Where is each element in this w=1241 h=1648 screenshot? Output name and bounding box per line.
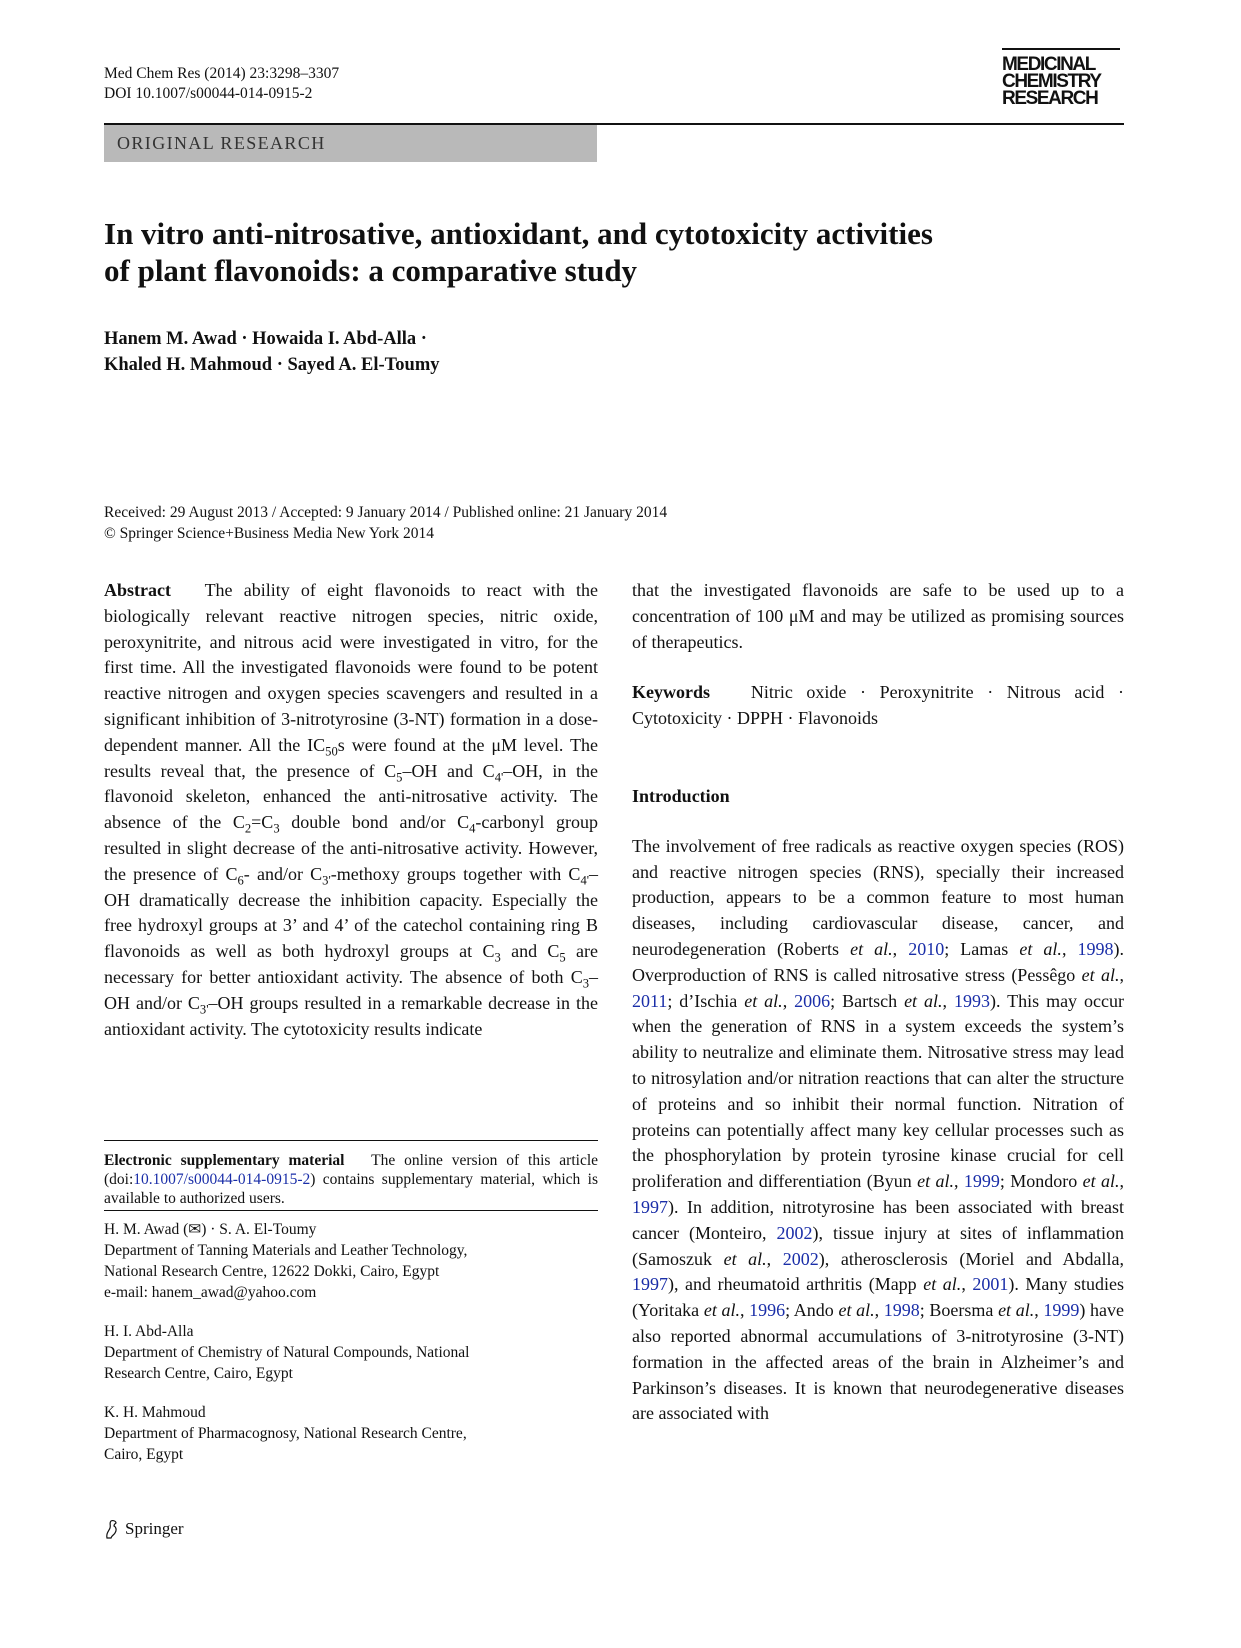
et-al: et al. xyxy=(904,990,943,1011)
intro-text: ), tissue injury at sites of inflammation (Samoszuk xyxy=(632,1222,1124,1269)
logo-line: MEDICINAL xyxy=(1002,54,1095,75)
reference-link[interactable]: 1997 xyxy=(632,1196,668,1217)
abstract-text: =C xyxy=(251,812,274,833)
et-al: et al. xyxy=(1019,938,1062,959)
authors-line: Hanem M. Awad · Howaida I. Abd-Alla · xyxy=(104,329,427,349)
subscript: 50 xyxy=(325,744,338,759)
logo-line: RESEARCH xyxy=(1002,88,1098,109)
affiliation-line: National Research Centre, 12622 Dokki, Cairo, Egypt xyxy=(104,1263,440,1280)
springer-horse-icon xyxy=(104,1519,120,1539)
reference-link[interactable]: 2010 xyxy=(908,938,945,959)
subscript: 4' xyxy=(580,873,590,888)
reference-link[interactable]: 1993 xyxy=(953,990,990,1011)
et-al: et al. xyxy=(723,1248,767,1269)
et-al: et al. xyxy=(917,1171,954,1192)
section-heading-introduction: Introduction xyxy=(632,785,730,806)
intro-text: ), and rheumatoid arthritis (Mapp xyxy=(668,1274,924,1295)
subscript: 5 xyxy=(559,950,566,965)
intro-text: ), atherosclerosis (Moriel and Abdalla, xyxy=(818,1248,1124,1269)
reference-link[interactable]: 2006 xyxy=(794,990,831,1011)
doi-link[interactable]: 10.1007/s00044-014-0915-2 xyxy=(133,1171,311,1188)
subscript: 3 xyxy=(494,950,501,965)
reference-link[interactable]: 1999 xyxy=(963,1171,1000,1192)
doi: DOI 10.1007/s00044-014-0915-2 xyxy=(104,85,313,102)
intro-text: ; Lamas xyxy=(944,938,1020,959)
reference-link[interactable]: 1997 xyxy=(632,1274,668,1295)
abstract-text: –OH and/or C xyxy=(104,966,598,1013)
abstract-text: double bond and/or C xyxy=(279,812,470,833)
keywords-heading: Keywords xyxy=(632,682,710,703)
affiliation-rule xyxy=(104,1210,598,1211)
intro-text: ) have also reported abnormal accumulations of 3-nitrotyrosine (3-NT) formation in the affected areas of the brain in Alzheimer’s and Parkinson’s diseases. It is known that neurodegenerative diseases are associated with xyxy=(632,1300,1124,1424)
journal-logo xyxy=(1002,48,1120,107)
page-footer xyxy=(104,1519,184,1539)
title-line: In vitro anti-nitrosative, antioxidant, and cytotoxicity activities xyxy=(104,216,933,251)
intro-text: ). In addition, nitrotyrosine has been associated with breast cancer (Monteiro, xyxy=(632,1196,1124,1243)
affiliation-names: K. H. Mahmoud xyxy=(104,1404,206,1421)
et-al: et al. xyxy=(1081,964,1120,985)
intro-text: ; Ando xyxy=(785,1300,839,1321)
intro-text: ). Overproduction of RNS is called nitrosative stress (Pessêgo xyxy=(632,938,1125,985)
intro-text: ). This may occur when the generation of RNS in a system exceeds the system’s ability to neutralize and eliminate them. Nitrosative stress may lead to nitrosylation and/or nitration reactions that can alter the structure of proteins and so inhibit their normal function. Nitration of proteins can potentially affect many key cellular processes such as the phosphorylation by protein tyrosine kinase crucial for cell proliferation and differentiation (Byun xyxy=(632,990,1124,1192)
et-al: et al. xyxy=(1082,1171,1120,1192)
abstract-text: –OH groups resulted in a remarkable decrease in the antioxidant activity. The cytotoxicity results indicate xyxy=(104,992,598,1039)
abstract-text: s were found at the μM level. The results reveal that, the presence of C xyxy=(104,734,599,781)
esm-heading: Electronic supplementary material xyxy=(104,1152,345,1169)
section-label: ORIGINAL RESEARCH xyxy=(117,133,326,153)
abstract-text: are necessary for better antioxidant activity. The absence of both C xyxy=(104,941,598,987)
affiliation-names: H. M. Awad (✉) · S. A. El-Toumy xyxy=(104,1221,317,1238)
abstract-heading: Abstract xyxy=(104,580,171,600)
abstract-text: The ability of eight flavonoids to react with the biologically relevant reactive nitrogen species, nitric oxide, peroxynitrite, and nitrous acid were investigated in vitro, for the first time. All the investigated flavonoids were found to be potent reactive nitrogen and oxygen species scavengers and resulted in a significant inhibition of 3-nitrotyrosine (3-NT) formation in a dose-dependent manner. All the IC xyxy=(104,580,598,755)
reference-link[interactable]: 1998 xyxy=(883,1300,920,1321)
title-line: of plant flavonoids: a comparative study xyxy=(104,253,638,288)
footnote-rule xyxy=(104,1140,598,1141)
email-address[interactable]: e-mail: hanem_awad@yahoo.com xyxy=(104,1284,317,1301)
author-list xyxy=(104,326,439,378)
subscript: 3 xyxy=(273,821,280,836)
reference-link[interactable]: 2001 xyxy=(972,1274,1009,1295)
logo-line: CHEMISTRY xyxy=(1002,71,1101,92)
et-al: et al. xyxy=(744,990,783,1011)
affiliation-block xyxy=(104,1402,604,1465)
abstract-text: –OH and C xyxy=(402,760,495,781)
intro-text: ; Mondoro xyxy=(999,1171,1083,1192)
affiliation-line: Department of Pharmacognosy, National Research Centre, xyxy=(104,1425,467,1442)
abstract xyxy=(104,578,598,1042)
affiliation-line: Research Centre, Cairo, Egypt xyxy=(104,1365,293,1382)
authors-line: Khaled H. Mahmoud · Sayed A. El-Toumy xyxy=(104,355,440,375)
affiliation-names: H. I. Abd-Alla xyxy=(104,1323,194,1340)
keywords xyxy=(632,680,1124,732)
publisher-name: Springer xyxy=(125,1519,184,1538)
right-column xyxy=(632,578,1124,1427)
introduction-body: The involvement of free radicals as reactive oxygen species (ROS) and reactive nitrogen species (RNS), specially their increased production, appears to be a common feature to most human diseases, including cardiovascular disease, cancer, and neurodegeneration (Roberts et al., 2010; Lamas et al., 1998). Overproduction of RNS is called nitrosative stress (Pessêgo et al., 2011; d’Ischia et al., 2006; Bartsch et al., 1993). This may occur when the generation of RNS in a system exceeds the system’s ability to neutralize and eliminate them. Nitrosative stress may lead to nitrosylation and/or nitration reactions that can alter the structure of proteins and so inhibit their normal function. Nitration of proteins can potentially affect many key cellular processes such as the phosphorylation by protein tyrosine kinase crucial for cell proliferation and differentiation (Byun et al., 1999; Mondoro et al., 1997). In addition, nitrotyrosine has been associated with breast cancer (Monteiro, 2002), tissue injury at sites of inflammation (Samoszuk et al., 2002), atherosclerosis (Moriel and Abdalla, 1997), and rheumatoid arthritis (Mapp et al., 2001). Many studies (Yoritaka et al., 1996; Ando et al., 1998; Boersma et al., 1999) have also reported abnormal accumulations of 3-nitrotyrosine (3-NT) formation in the affected areas of the brain in Alzheimer’s and Parkinson’s diseases. It is known that neurodegenerative diseases are associated with xyxy=(632,835,1125,1424)
et-al: et al. xyxy=(998,1300,1035,1321)
history-dates: Received: 29 August 2013 / Accepted: 9 January 2014 / Published online: 21 January 2014 xyxy=(104,504,668,521)
intro-text: ). Many studies (Yoritaka xyxy=(632,1274,1124,1321)
journal-meta xyxy=(104,64,339,104)
reference-link[interactable]: 1998 xyxy=(1077,938,1114,959)
reference-link[interactable]: 1996 xyxy=(749,1300,786,1321)
abstract-text: - and/or C xyxy=(243,863,323,884)
supplementary-note xyxy=(104,1151,598,1208)
section-banner xyxy=(104,125,597,162)
esm-text: ) contains supplementary material, which is available to authorized users. xyxy=(104,1171,598,1207)
et-al: et al. xyxy=(923,1274,962,1295)
abstract-text: -carbonyl group resulted in slight decrease of the anti-nitrosative activity. However, the presence of C xyxy=(104,812,598,884)
esm-text: The online version of this article (doi: xyxy=(104,1152,599,1188)
et-al: et al. xyxy=(850,938,893,959)
publication-dates xyxy=(104,502,667,544)
subscript: 5 xyxy=(396,770,403,785)
intro-text: ; Boersma xyxy=(919,1300,999,1321)
article-title xyxy=(104,215,1104,289)
intro-text: ; d’Ischia xyxy=(667,990,745,1011)
affiliation-block xyxy=(104,1321,604,1384)
affiliation-line: Department of Chemistry of Natural Compounds, National xyxy=(104,1344,470,1361)
subscript: 4' xyxy=(494,770,504,785)
affiliation-line: Department of Tanning Materials and Leather Technology, xyxy=(104,1242,468,1259)
abstract-text: and C xyxy=(500,941,560,962)
citation: Med Chem Res (2014) 23:3298–3307 xyxy=(104,65,340,82)
subscript: 4 xyxy=(469,821,476,836)
et-al: et al. xyxy=(703,1300,740,1321)
intro-text: The involvement of free radicals as reactive oxygen species (ROS) and reactive nitrogen species (RNS), specially their increased production, appears to be a common feature to most human diseases, including cardiovascular disease, cancer, and neurodegeneration (Roberts xyxy=(632,835,1124,959)
subscript: 2 xyxy=(244,821,252,836)
reference-link[interactable]: 1999 xyxy=(1043,1300,1080,1321)
intro-text: ; Bartsch xyxy=(830,990,905,1011)
copyright: © Springer Science+Business Media New York 2014 xyxy=(104,525,435,542)
abstract-body xyxy=(104,578,598,1042)
abstract-text: –OH dramatically decrease the inhibition capacity. Especially the free hydroxyl groups at 3’ and 4’ of the catechol containing ring B flavonoids as well as both hydroxyl groups at C xyxy=(104,863,599,962)
reference-link[interactable]: 2011 xyxy=(632,990,668,1011)
abstract-continued: that the investigated flavonoids are safe to be used up to a concentration of 100 μM and may be utilized as promising sources of therapeutics. xyxy=(632,580,1124,652)
affiliation-line: Cairo, Egypt xyxy=(104,1446,184,1463)
subscript: 3' xyxy=(199,1002,209,1017)
keywords-text: Nitric oxide · Peroxynitrite · Nitrous acid · Cytotoxicity · DPPH · Flavonoids xyxy=(632,682,1125,729)
affiliation-block xyxy=(104,1219,604,1303)
abstract-text: -methoxy groups together with C xyxy=(330,863,581,884)
reference-link[interactable]: 2002 xyxy=(782,1248,819,1269)
subscript: 6 xyxy=(237,873,244,888)
reference-link[interactable]: 2002 xyxy=(776,1222,813,1243)
subscript: 3 xyxy=(582,976,589,991)
abstract-text: –OH, in the flavonoid skeleton, enhanced the anti-nitrosative activity. The absence of the C xyxy=(104,760,598,833)
subscript: 3' xyxy=(322,873,331,888)
et-al: et al. xyxy=(838,1300,875,1321)
